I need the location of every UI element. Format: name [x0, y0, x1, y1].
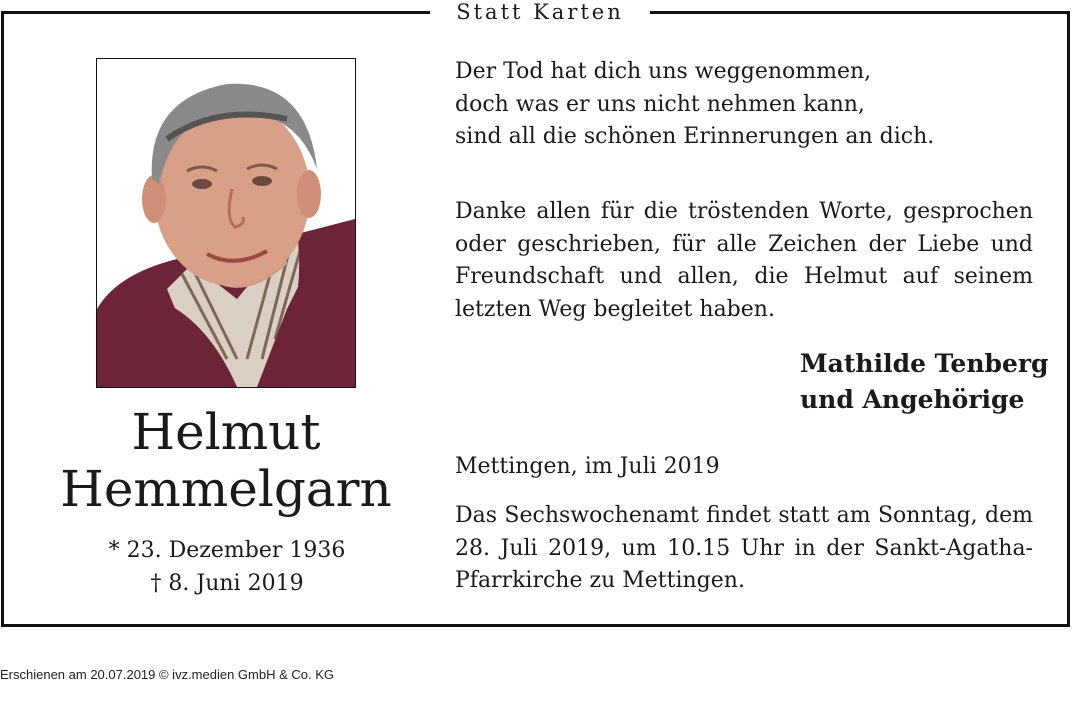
thanks-paragraph	[455, 196, 1033, 326]
thanks-line: Danke allen für die tröstenden Worte, gesprochen	[455, 199, 1033, 224]
header-label: Statt Karten	[430, 0, 650, 25]
publication-footer: Erschienen am 20.07.2019 © ivz.medien GmbH & Co. KG	[0, 667, 335, 682]
thanks-line: letzten Weg begleitet haben.	[455, 296, 775, 322]
service-line: 28. Juli 2019, um 10.15 Uhr in der Sankt-Agatha-	[455, 535, 1033, 561]
place-date: Mettingen, im Juli 2019	[455, 454, 720, 479]
deceased-first-name: Helmut	[131, 403, 321, 461]
signoff-family: und Angehörige	[800, 385, 1025, 414]
death-date: † 8. Juni 2019	[150, 571, 304, 596]
signoff-name: Mathilde Tenberg	[800, 349, 1049, 378]
thanks-line: Freundschaft und allen, die Helmut auf seinem	[455, 264, 1033, 289]
service-paragraph	[455, 500, 1033, 598]
poem	[455, 56, 1033, 154]
deceased-name	[40, 404, 412, 518]
portrait-image	[97, 59, 355, 387]
thanks-line: oder geschrieben, für alle Zeichen der Liebe und	[455, 231, 1033, 257]
service-line: Das Sechswochenamt findet statt am Sonntag, dem	[455, 503, 1033, 528]
life-dates	[40, 534, 414, 600]
deceased-last-name: Hemmelgarn	[60, 460, 392, 518]
signoff	[800, 346, 1049, 418]
poem-line: Der Tod hat dich uns weggenommen,	[455, 59, 872, 84]
service-line: Pfarrkirche zu Mettingen.	[455, 568, 745, 593]
poem-line: doch was er uns nicht nehmen kann,	[455, 91, 865, 117]
portrait-photo	[96, 58, 356, 388]
poem-line: sind all die schönen Erinnerungen an dich.	[455, 124, 935, 149]
birth-date: * 23. Dezember 1936	[108, 538, 346, 563]
